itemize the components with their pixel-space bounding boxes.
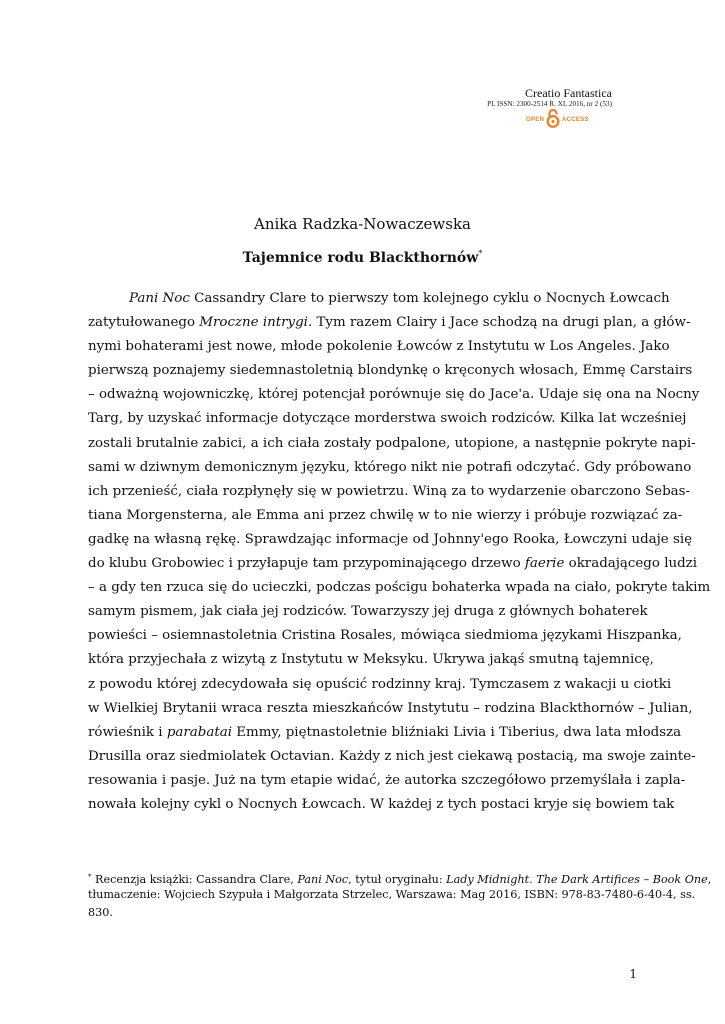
body-text: – odważną wojowniczkę, której potencjał porównuje się do Jace'a. Udaje się ona na Nocny [88, 387, 700, 403]
body-line [88, 456, 692, 480]
open-lock-icon [546, 108, 560, 128]
footnote-marker: * [88, 873, 92, 881]
body-text: nowała kolejny cykl o Nocnych Łowcach. W każdej z tych postaci kryje się bowiem tak [88, 796, 675, 812]
footnote-text: 830. [88, 906, 113, 919]
body-text: ich przenieść, ciała rozpłynęły się w powietrzu. Winą za to wydarzenie obarczono Sebas- [88, 483, 691, 499]
article-title [0, 244, 725, 268]
body-text: tiana Morgensterna, ale Emma ani przez chwilę w to nie wierzy i próbuje rozwiązać za- [88, 507, 683, 523]
body-text: zatytułowanego [88, 315, 200, 331]
footnote [88, 868, 712, 922]
body-line [88, 697, 693, 721]
footnote-marker: * [478, 249, 483, 258]
body-text: okradającego ludzi [564, 556, 698, 572]
open-access-open-label: OPEN [526, 117, 545, 123]
footnote-text: , [707, 873, 712, 886]
footnote-line [88, 886, 696, 904]
body-line [88, 624, 682, 648]
body-line [88, 432, 696, 456]
journal-issn: PL ISSN: 2300-2514 R. XI, 2016, nr 2 (53) [487, 100, 612, 108]
body-text: resowania i pasje. Już na tym etapie widać, że autorka szczegółowo przemyślała i zapla- [88, 772, 686, 788]
italic-title: Lady Midnight. The Dark Artifices – Book One [446, 873, 708, 886]
journal-header [487, 86, 612, 109]
article-author: Anika Radzka-Nowaczewska [254, 215, 471, 233]
body-line [88, 721, 682, 745]
body-line [88, 600, 648, 624]
body-text: pierwszą poznajemy siedemnastoletnią blondynkę o kręconych włosach, Emmę Carstairs [88, 363, 693, 379]
body-text: która przyjechała z wizytą z Instytutu w Meksyku. Ukrywa jakąś smutną tajemnicę, [88, 652, 654, 668]
body-text: Targ, by uzyskać informacje dotyczące morderstwa swoich rodziców. Kilka lat wcześniej [88, 411, 687, 427]
body-line [88, 311, 691, 335]
body-line [88, 383, 700, 407]
body-text: . Tym razem Clairy i Jace schodzą na drugi plan, a głów- [307, 315, 691, 331]
body-line [88, 528, 693, 552]
italic-title: Mroczne intrygi [199, 315, 308, 331]
body-text: rówieśnik i [88, 724, 167, 740]
body-text: samym pismem, jak ciała jej rodziców. Towarzyszy jej druga z głównych bohaterek [88, 604, 648, 620]
footnote-line [88, 868, 712, 886]
body-line [88, 287, 670, 311]
body-line [88, 673, 672, 697]
body-text: sami w dziwnym demonicznym języku, którego nikt nie potrafi odczytać. Gdy próbowano [88, 459, 692, 475]
open-access-logo [526, 108, 596, 128]
footnote-text: Recenzja książki: Cassandra Clare, [91, 873, 298, 886]
italic-title: Pani Noc [129, 291, 190, 306]
footnote-line [88, 904, 638, 922]
body-text: Cassandry Clare to pierwszy tom kolejnego cyklu o Nocnych Łowcach [189, 291, 670, 306]
body-line [88, 359, 693, 383]
body-text: z powodu której zdecydowała się opuścić rodzinny kraj. Tymczasem z wakacji u ciotki [88, 676, 672, 692]
body-line [88, 480, 691, 504]
footnote-text: tłumaczenie: Wojciech Szypuła i Małgorzata Strzelec, Warszawa: Mag 2016, ISBN: 978-83-7480-6-40-4, ss. [88, 888, 696, 901]
article-title-text: Tajemnice rodu Blackthornów [242, 250, 479, 266]
body-line [88, 576, 711, 600]
article-body [88, 287, 711, 817]
body-line [88, 335, 670, 359]
body-text: gadkę na własną rękę. Sprawdzając informacje od Johnny'ego Rooka, Łowczyni udaje się [88, 531, 693, 547]
italic-title: faerie [524, 556, 565, 572]
body-text: w Wielkiej Brytanii wraca reszta mieszkańców Instytutu – rodzina Blackthornów – Julian, [88, 700, 693, 716]
open-access-access-label: ACCESS [562, 117, 589, 123]
body-text: powieści – osiemnastoletnia Cristina Rosales, mówiąca siedmioma językami Hiszpanka, [88, 628, 682, 644]
body-line [88, 745, 696, 769]
italic-title: Pani Noc [297, 873, 349, 886]
body-line [88, 648, 654, 672]
body-text: nymi bohaterami jest nowe, młode pokolenie Łowców z Instytutu w Los Angeles. Jako [88, 339, 670, 355]
body-text: Emmy, piętnastoletnie bliźniaki Livia i Tiberius, dwa lata młodsza [231, 724, 682, 740]
body-line [88, 407, 687, 431]
journal-name: Creatio Fantastica [525, 86, 612, 100]
body-text: Drusilla oraz siedmiolatek Octavian. Każdy z nich jest ciekawą postacią, ma swoje zainte- [88, 748, 696, 764]
italic-title: parabatai [166, 724, 232, 740]
footnote-text: , tytuł oryginału: [348, 873, 447, 886]
body-line [88, 769, 686, 793]
page-number: 1 [629, 967, 637, 981]
body-line [88, 552, 698, 576]
body-line [88, 793, 675, 817]
body-line [88, 504, 683, 528]
body-text: – a gdy ten rzuca się do ucieczki, podczas pościgu bohaterka wpada na ciało, pokryte takim [88, 580, 711, 596]
body-text: zostali brutalnie zabici, a ich ciała zostały podpalone, utopione, a następnie pokryte napi- [88, 435, 696, 451]
body-text: do klubu Grobowiec i przyłapuje tam przypominającego drzewo [88, 556, 525, 572]
